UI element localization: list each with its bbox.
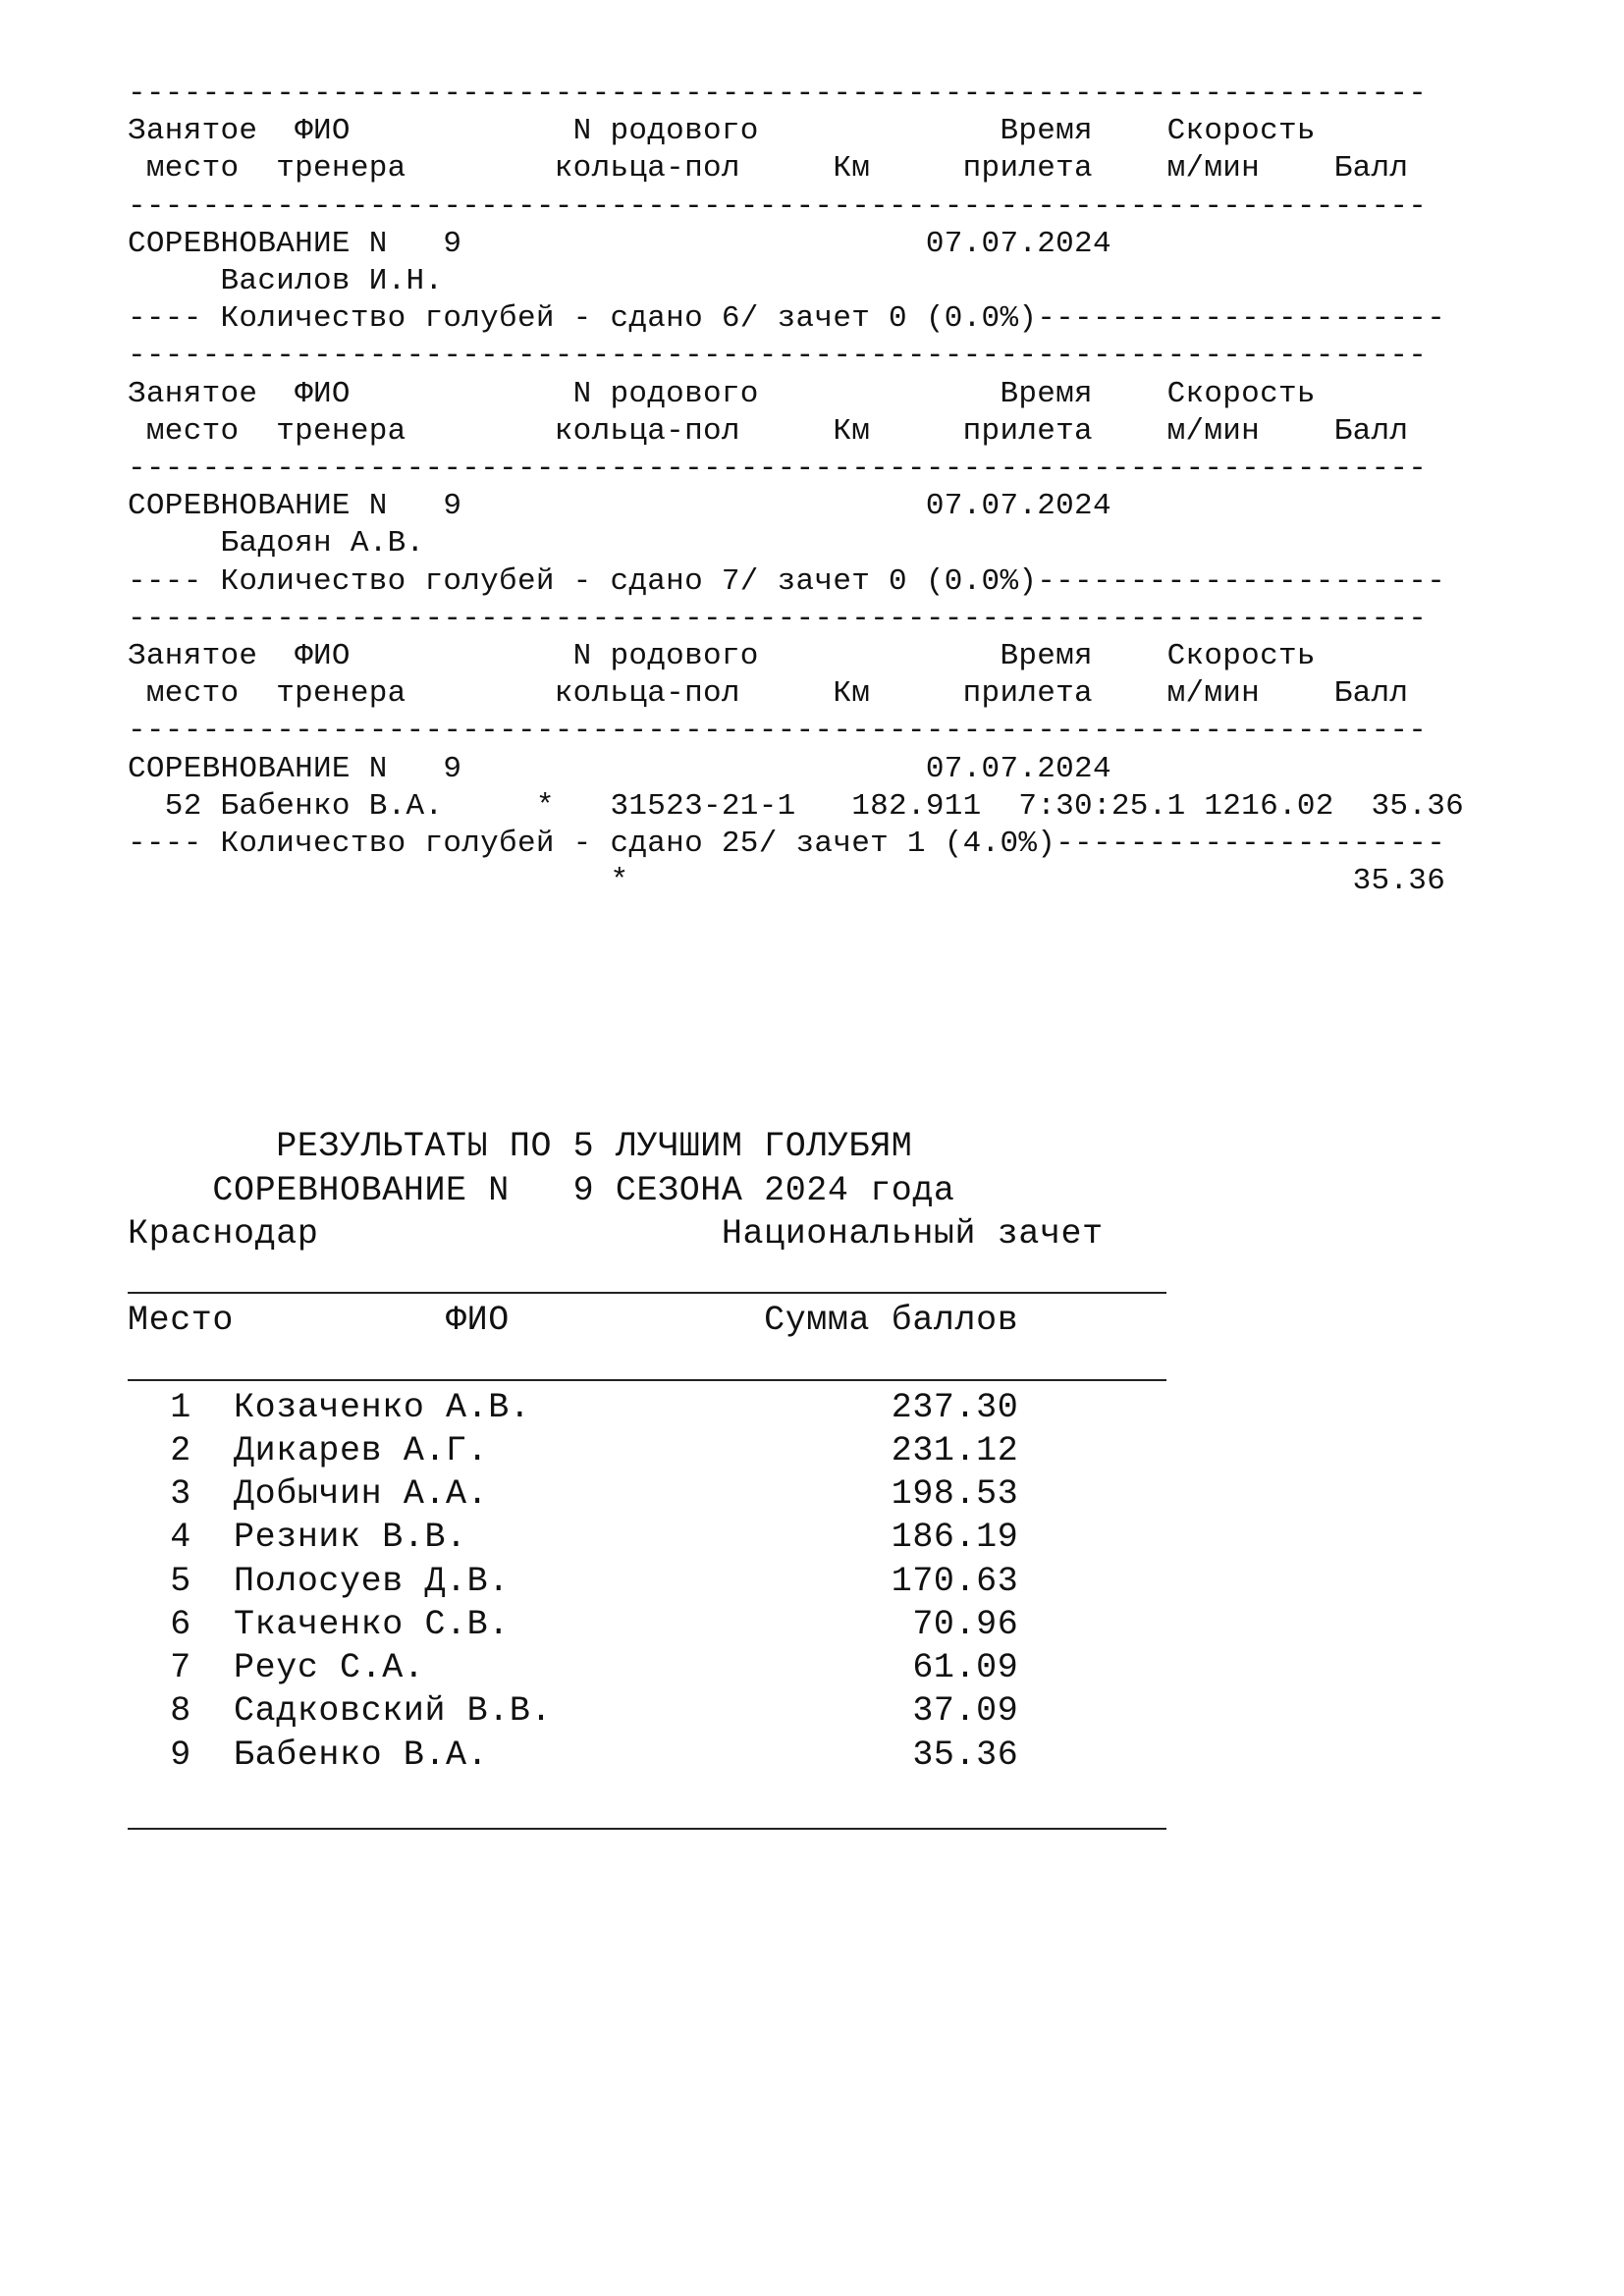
table-row: 7 Реус С.А. 61.09 (128, 1648, 1019, 1687)
table-row: 6 Ткаченко С.В. 70.96 (128, 1605, 1019, 1644)
table-row: 8 Садковский В.В. 37.09 (128, 1691, 1019, 1731)
report-line: место тренера кольца-пол Км прилета м/мин Балл (128, 413, 1409, 449)
summary-rule-top (128, 1292, 1166, 1294)
table-row: 4 Резник В.В. 186.19 (128, 1518, 1019, 1557)
report-line: ---------------------------------------------------------------------- (128, 77, 1428, 111)
summary-title: РЕЗУЛЬТАТЫ ПО 5 ЛУЧШИМ ГОЛУБЯМ (128, 1127, 913, 1166)
report-line: * 35.36 (128, 864, 1446, 899)
summary-subtitle: СОРЕВНОВАНИЕ N 9 СЕЗОНА 2024 года (128, 1171, 955, 1210)
report-line: СОРЕВНОВАНИЕ N 9 07.07.2024 (128, 489, 1111, 524)
report-line: ---------------------------------------------------------------------- (128, 601, 1428, 636)
report-line: ---- Количество голубей - сдано 6/ зачет 0 (0.0%)---------------------- (128, 301, 1446, 337)
summary-rule-header (128, 1379, 1166, 1381)
report-line: ---------------------------------------------------------------------- (128, 188, 1428, 224)
report-line: Занятое ФИО N родового Время Скорость (128, 639, 1316, 674)
summary-header: Место ФИО Сумма баллов (128, 1301, 1019, 1340)
report-line: ---- Количество голубей - сдано 7/ зачет 0 (0.0%)---------------------- (128, 563, 1446, 599)
report-line: Занятое ФИО N родового Время Скорость (128, 114, 1316, 149)
table-row: 5 Полосуев Д.В. 170.63 (128, 1562, 1019, 1601)
report-line: 52 Бабенко В.А. * 31523-21-1 182.911 7:30:25.1 1216.02 35.36 (128, 788, 1465, 824)
report-line: ---- Количество голубей - сдано 25/ зачет 1 (4.0%)--------------------- (128, 827, 1446, 862)
report-line: Василов И.Н. (128, 264, 444, 299)
report-line: ---------------------------------------------------------------------- (128, 339, 1428, 374)
report-line: ---------------------------------------------------------------------- (128, 714, 1428, 749)
report-line: место тренера кольца-пол Км прилета м/мин Балл (128, 151, 1409, 187)
report-line: Занятое ФИО N родового Время Скорость (128, 376, 1316, 411)
summary-city-line: Краснодар Национальный зачет (128, 1214, 1104, 1254)
table-row: 9 Бабенко В.А. 35.36 (128, 1735, 1019, 1775)
report-line: СОРЕВНОВАНИЕ N 9 07.07.2024 (128, 226, 1111, 261)
table-row: 3 Добычин А.А. 198.53 (128, 1474, 1019, 1514)
competition-report (128, 76, 1464, 900)
table-row: 2 Дикарев А.Г. 231.12 (128, 1431, 1019, 1470)
report-line: Бадоян А.В. (128, 526, 425, 561)
report-line: СОРЕВНОВАНИЕ N 9 07.07.2024 (128, 751, 1111, 786)
report-line: место тренера кольца-пол Км прилета м/мин Балл (128, 676, 1409, 712)
table-row: 1 Козаченко А.В. 237.30 (128, 1388, 1019, 1427)
report-line: ---------------------------------------------------------------------- (128, 452, 1428, 487)
summary-rule-bottom (128, 1828, 1166, 1830)
